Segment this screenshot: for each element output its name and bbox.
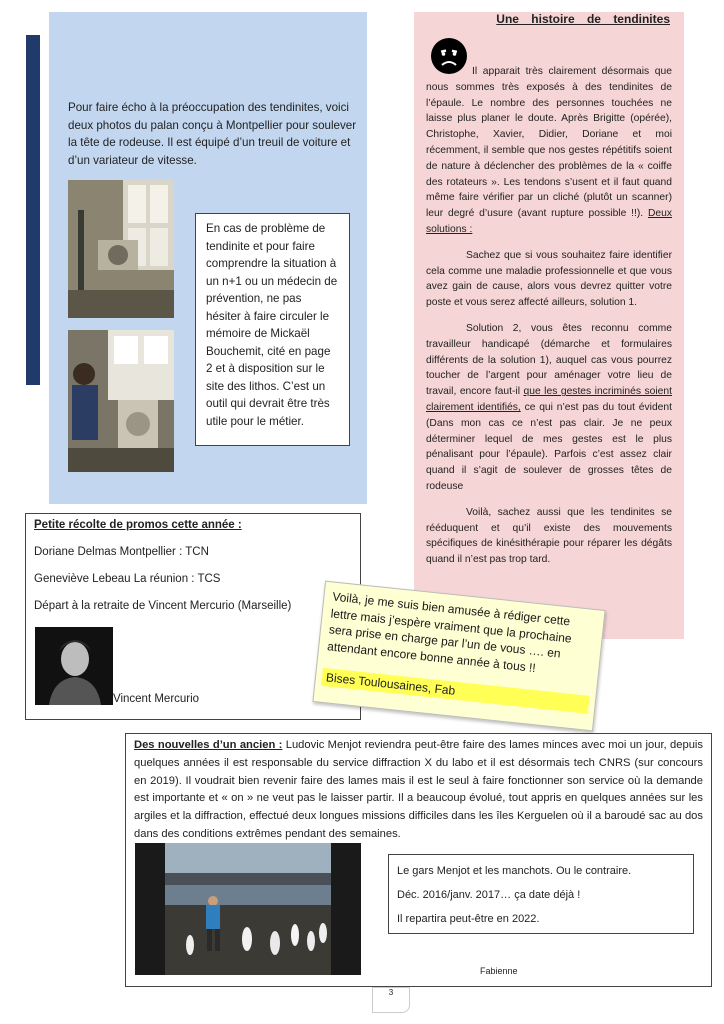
vincent-portrait xyxy=(35,627,113,705)
decorative-bar xyxy=(26,35,40,385)
sticky-note-text: Voilà, je me suis bien amusée à rédiger cette lettre mais j’espère vraiment que la prochaine sera prise en charge par l’un de vous …. en attendant encore bonne année à tous !! xyxy=(326,589,573,675)
photo-caption-box xyxy=(388,854,694,934)
promotion-line: Doriane Delmas Montpellier : TCN xyxy=(34,546,209,558)
promotions-title: Petite récolte de promos cette année : xyxy=(34,519,242,531)
kerguelen-penguins-photo xyxy=(135,843,361,975)
tendinites-paragraph-2: Sachez que si vous souhaitez faire identifier cela comme une maladie professionnelle et que vous avez gain de cause, alors vous devrez quitter votre poste et vous serez affecté ailleurs, solution 1. xyxy=(426,249,672,309)
author-signature: Fabienne xyxy=(480,966,518,976)
tendinites-article xyxy=(426,64,672,578)
sticky-note-signature: Bises Toulousaines, Fab xyxy=(321,668,589,714)
caption-line-1: Le gars Menjot et les manchots. Ou le contraire. xyxy=(397,865,632,877)
vincent-caption: Vincent Mercurio xyxy=(113,693,200,705)
caption-line-2: Déc. 2016/janv. 2017… ça date déjà ! xyxy=(397,889,581,901)
palan-photo-1 xyxy=(68,180,174,318)
tendinites-paragraph-1: Il apparait très clairement désormais que nous sommes très exposés à des tendinites de l’épaule. Le nombre des personnes touchées ne laisse plus planer le doute. Après Brigitte (opérée), Christophe, Xavier, Didier, Doriane et moi récemment, il semble que nos gestes répétitifs soient de nature à déclencher des problèmes de la « coiffe des rotateurs ». Les tendons s’usent et il faut quand même faire vérifier par un cliché (plutôt un scanner) leur degré d’usure (avant rupture possible !!). Deux solutions : xyxy=(426,66,672,235)
tendinite-advice-text: En cas de problème de tendinite et pour faire comprendre la situation à un n+1 ou un médecin de prévention, ne pas hésiter à faire circuler le mémoire de Mickaël Bouchemit, cité en page 2 et à disposition sur le site des lithos. C’est un outil qui devrait être très utile pour le métier. xyxy=(206,222,338,428)
tendinites-paragraph-3: Solution 2, vous êtes reconnu comme travailleur handicapé (démarche et formulaires différents de la solution 1), auquel cas vous pourrez toucher de l’argent pour aménager votre lieu de travail, encore faut-il que les gestes incriminés soient clairement identifiés, ce qui n’est pas du tout évident (Dans mon cas ce n’est pas clair. Je ne peux déterminer lequel de mes gestes est le plus pénalisant pour l’épaule). Parfois c’est assez clair quand il s’agit de soulever de grosses têtes de rodeuse xyxy=(426,322,672,492)
caption-line-3: Il repartira peut-être en 2022. xyxy=(397,913,540,925)
deux-solutions-label: Deux solutions : xyxy=(426,208,672,235)
page-number: 3 xyxy=(372,987,410,1013)
news-article xyxy=(134,737,703,844)
news-body: Ludovic Menjot reviendra peut-être faire des lames minces avec moi un jour, depuis quelques années il est responsable du service diffraction X du labo et il est désormais tech CNRS (sur concours en 2019). Il voudrait bien revenir faire des lames mais il est le seul à faire fonctionner son service où la demande est importante et « on » ne veut pas le laisser partir. Il a beaucoup évolué, tout appris en quelques années sur les argiles et la diffraction, effectué deux longues missions difficiles dans les îles Kerguelen où il a baroudé sac au dos dans des conditions extrêmes pendant des semaines. xyxy=(134,739,703,840)
tendinites-paragraph-4: Voilà, sachez aussi que les tendinites se rééduquent et qu’il existe des mouvements spécifiques de kinésithérapie pour réparer les dégâts quand il n’est pas trop tard. xyxy=(426,506,672,566)
retirement-line: Départ à la retraite de Vincent Mercurio (Marseille) xyxy=(34,600,292,612)
tendinites-title: Une histoire de tendinites xyxy=(496,12,670,26)
news-title: Des nouvelles d’un ancien : xyxy=(134,739,283,751)
palan-photo-2 xyxy=(68,330,174,472)
tendinite-advice-box xyxy=(195,213,350,446)
palan-intro-text: Pour faire écho à la préoccupation des tendinites, voici deux photos du palan conçu à Montpellier pour soulever la tête de rodeuse. Il est équipé d’un treuil de voiture et d’un variateur de vitesse. xyxy=(68,101,357,167)
promotion-line: Geneviève Lebeau La réunion : TCS xyxy=(34,573,221,585)
